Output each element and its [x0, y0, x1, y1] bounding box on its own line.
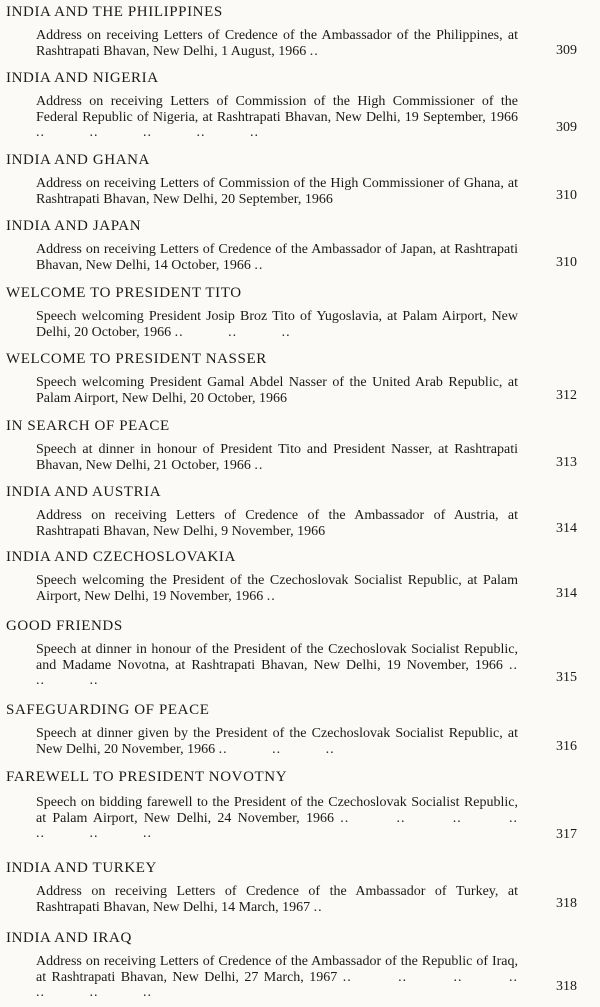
entry-description: Address on receiving Letters of Credence of the Ambassador of the Philippines, at Rashtrapati Bhavan, New Delhi, 1 August, 1966 .. [36, 28, 518, 59]
dot-leader: .. .. .. .. .. .. .. [36, 969, 518, 1000]
entry-description: Speech welcoming the President of the Czechoslovak Socialist Republic, at Palam Airport, New Delhi, 19 November, 1966 .. [36, 573, 518, 604]
page-number: 309 [556, 120, 577, 135]
entry-heading: WELCOME TO PRESIDENT NASSER [6, 351, 267, 367]
entry-heading: INDIA AND JAPAN [6, 218, 142, 234]
page-number: 310 [556, 255, 577, 270]
entry-heading: IN SEARCH OF PEACE [6, 418, 170, 434]
entry-description: Speech at dinner given by the President of the Czechoslovak Socialist Republic, at New Delhi, 20 November, 1966 .. .. .. [36, 726, 518, 757]
dot-leader: .. .. .. .. .. [36, 125, 259, 140]
entry-heading: INDIA AND CZECHOSLOVAKIA [6, 549, 236, 565]
page-number: 310 [556, 188, 577, 203]
entry-heading: WELCOME TO PRESIDENT TITO [6, 285, 242, 301]
dot-leader: .. .. .. .. .. .. .. [36, 810, 519, 841]
entry-heading: INDIA AND TURKEY [6, 860, 157, 876]
entry-description: Address on receiving Letters of Credence of the Ambassador of Japan, at Rashtrapati Bhavan, New Delhi, 14 October, 1966 .. [36, 242, 518, 273]
entry-heading: INDIA AND GHANA [6, 152, 150, 168]
page-number: 313 [556, 455, 577, 470]
entry-description: Speech welcoming President Josip Broz Tito of Yugoslavia, at Palam Airport, New Delhi, 20 October, 1966 .. .. .. [36, 309, 518, 340]
entry-description: Address on receiving Letters of Commission of the High Commissioner of Ghana, at Rashtrapati Bhavan, New Delhi, 20 September, 1966 [36, 176, 518, 207]
page-number: 318 [556, 979, 577, 994]
entry-heading: FAREWELL TO PRESIDENT NOVOTNY [6, 769, 288, 785]
dot-leader: .. [313, 899, 323, 915]
page-number: 314 [556, 586, 577, 601]
page-number: 309 [556, 43, 577, 58]
entry-heading: SAFEGUARDING OF PEACE [6, 702, 210, 718]
dot-leader: .. [266, 588, 276, 604]
page-number: 312 [556, 388, 577, 403]
dot-leader: .. [254, 257, 264, 273]
entry-description: Speech at dinner in honour of the President of the Czechoslovak Socialist Republic, and Madame Novotna, at Rashtrapati Bhavan, New Delhi, 19 November, 1966 .. .. .. [36, 642, 519, 688]
page-number: 317 [556, 827, 577, 842]
dot-leader: .. .. .. [218, 741, 335, 757]
page-number: 314 [556, 521, 577, 536]
entry-description: Address on receiving Letters of Credence of the Ambassador of Turkey, at Rashtrapati Bhavan, New Delhi, 14 March, 1967 .. [36, 884, 518, 915]
entry-heading: INDIA AND NIGERIA [6, 70, 159, 86]
entry-heading: INDIA AND IRAQ [6, 930, 132, 946]
entry-description: Address on receiving Letters of Commission of the High Commissioner of the Federal Republic of Nigeria, at Rashtrapati Bhavan, New Delhi, 19 September, 1966 .. .. .. .. .. [36, 94, 518, 140]
entry-description: Address on receiving Letters of Credence of the Ambassador of Austria, at Rashtrapati Bhavan, New Delhi, 9 November, 1966 [36, 508, 518, 539]
entry-heading: INDIA AND AUSTRIA [6, 484, 162, 500]
entry-heading: INDIA AND THE PHILIPPINES [6, 4, 223, 20]
page-number: 316 [556, 739, 577, 754]
entry-description: Speech on bidding farewell to the President of the Czechoslovak Socialist Republic, at Palam Airport, New Delhi, 24 November, 1966 .. .. .. .. .. .. .. [36, 795, 519, 841]
page-number: 318 [556, 896, 577, 911]
entry-description: Speech at dinner in honour of President Tito and President Nasser, at Rashtrapati Bhavan, New Delhi, 21 October, 1966 .. [36, 442, 518, 473]
dot-leader: .. .. .. [36, 657, 519, 688]
dot-leader: .. [254, 457, 264, 473]
page-number: 315 [556, 670, 577, 685]
dot-leader: .. [309, 43, 319, 59]
entry-heading: GOOD FRIENDS [6, 618, 123, 634]
dot-leader: .. .. .. [174, 324, 291, 340]
entry-description: Speech welcoming President Gamal Abdel Nasser of the United Arab Republic, at Palam Airport, New Delhi, 20 October, 1966 [36, 375, 518, 406]
entry-description: Address on receiving Letters of Credence of the Ambassador of the Republic of Iraq, at Rashtrapati Bhavan, New Delhi, 27 March, 1967 .. .. .. .. .. .. .. [36, 954, 518, 1000]
